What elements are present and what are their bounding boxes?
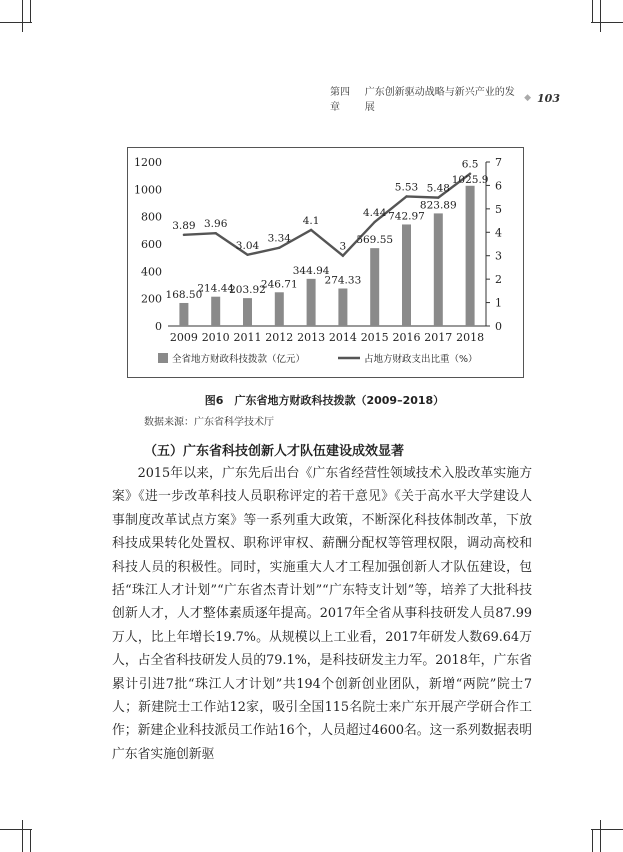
line-data-label: 5.48 [426, 182, 450, 195]
bar [434, 213, 443, 326]
y-left-tick-label: 400 [141, 265, 162, 279]
crop-mark [22, 0, 23, 32]
y-left-tick-label: 200 [141, 292, 162, 306]
crop-mark [0, 22, 32, 23]
chart-frame [127, 147, 524, 378]
y-right-tick-label: 0 [495, 320, 502, 333]
line-data-label: 4.44 [363, 206, 387, 219]
bar [370, 248, 379, 326]
y-left-tick-label: 1200 [134, 156, 162, 169]
figure-source: 数据来源：广东省科学技术厅 [144, 417, 274, 428]
crop-mark [592, 830, 593, 852]
bar-data-label: 344.94 [292, 264, 330, 277]
line-point [278, 247, 280, 249]
crop-mark [0, 829, 32, 830]
crop-mark [600, 820, 601, 852]
x-tick-label: 2015 [360, 331, 389, 344]
bar [211, 297, 220, 326]
bar [243, 298, 252, 326]
crop-mark [591, 22, 623, 23]
bar [402, 224, 411, 326]
line-point [374, 221, 376, 223]
x-tick-label: 2018 [456, 331, 485, 344]
crop-mark [22, 820, 23, 852]
y-right-tick-label: 4 [495, 226, 502, 240]
chart-svg [128, 148, 523, 377]
line-data-label: 5.53 [394, 181, 419, 194]
line-data-label: 3.34 [267, 232, 291, 245]
line-point [215, 232, 217, 234]
y-right-tick-label: 6 [495, 179, 502, 193]
legend-bar-label: 全省地方财政科技拨款（亿元） [172, 354, 306, 365]
crop-mark [30, 0, 31, 22]
y-right-tick-label: 7 [495, 156, 502, 169]
diamond-icon: ◆ [524, 93, 532, 103]
body-paragraph: 2015年以来，广东先后出台《广东省经营性领域技术入股改革实施方案》《进一步改革科技人员职称评定的若干意见》《关于高水平大学建设人事制度改革试点方案》等一系列重大政策，不断深化科技体制改革，下放科技成果转化处置权、职称评审权、薪酬分配权等管理权限，调动高校和科技人员的积极性。同时，实施重大人才工程加强创新人才队伍建设，包括“珠江人才计划”“广东省杰青计划”“广东特支计划”等，培养了大批科技创新人才，人才整体素质逐年提高。2017年全省从事科技研发人员87.99万人，比上年增长19.7%。从规模以上工业看，2017年研发人数69.64万人，占全省科技研发人员的79.1%，是科技研发主力军。2018年，广东省累计引进7批“珠江人才计划”共194个创新创业团队，新增“两院”院士7人；新建院士工作站12家，吸引全国115名院士来广东开展产学研合作工作；新建企业科技派员工作站16个，人员超过4600名。这一系列数据表明广东省实施创新驱 [112, 466, 532, 762]
y-right-tick-label: 1 [495, 296, 502, 310]
line-data-label: 6.5 [461, 158, 479, 171]
x-tick-label: 2011 [233, 331, 262, 344]
y-right-tick-label: 5 [495, 202, 502, 216]
bar [338, 289, 347, 326]
crop-mark [30, 830, 31, 852]
bar-data-label: 1025.9 [451, 173, 489, 186]
x-tick-label: 2017 [424, 331, 453, 344]
x-tick-label: 2013 [297, 331, 326, 344]
y-left-tick-label: 800 [141, 210, 162, 224]
x-tick-label: 2014 [328, 331, 357, 344]
line-data-label: 4.1 [302, 214, 320, 227]
crop-mark [591, 829, 623, 830]
legend-bar-swatch [158, 353, 168, 363]
line-point [405, 195, 407, 197]
page-number: 103 [537, 91, 560, 105]
running-header [330, 87, 560, 113]
line-data-label: 3 [339, 240, 347, 253]
bar [466, 186, 475, 326]
line-data-label: 3.89 [172, 219, 196, 232]
bar-data-label: 214.44 [197, 282, 235, 295]
x-tick-label: 2010 [201, 331, 230, 344]
y-left-tick-label: 0 [155, 320, 162, 333]
section-title: （五）广东省科技创新人才队伍建设成效显著 [144, 444, 405, 459]
y-left-tick-label: 1000 [134, 183, 162, 197]
bar-data-label: 742.97 [388, 210, 425, 223]
line-data-label: 3.96 [204, 218, 228, 231]
chapter-title: 广东创新驱动战略与新兴产业的发展 [364, 87, 515, 113]
bar [275, 292, 284, 326]
y-left-tick-label: 600 [141, 238, 162, 251]
y-right-tick-label: 2 [495, 273, 502, 287]
x-tick-label: 2009 [169, 331, 198, 344]
bar-data-label: 569.55 [356, 234, 394, 247]
line-point [310, 229, 312, 231]
y-right-tick-label: 3 [495, 249, 502, 263]
x-tick-label: 2012 [265, 331, 294, 344]
figure-caption: 图6 广东省地方财政科技拨款（2009–2018） [204, 394, 445, 407]
bar [179, 303, 188, 326]
chapter-label: 第四章 [330, 87, 350, 113]
line-point [183, 234, 185, 236]
crop-mark [600, 0, 601, 32]
bar-data-label: 203.92 [229, 284, 266, 297]
bar-data-label: 823.89 [419, 199, 457, 212]
bar [307, 279, 316, 326]
bar-data-label: 274.33 [324, 274, 362, 287]
bar-data-label: 246.71 [260, 278, 298, 291]
x-tick-label: 2016 [392, 331, 421, 344]
line-data-label: 3.04 [235, 239, 260, 252]
line-point [342, 255, 344, 257]
crop-mark [592, 0, 593, 22]
bar-data-label: 168.50 [165, 288, 203, 301]
line-point [246, 254, 248, 256]
legend-line-label: 占地方财政支出比重（%） [364, 354, 478, 365]
